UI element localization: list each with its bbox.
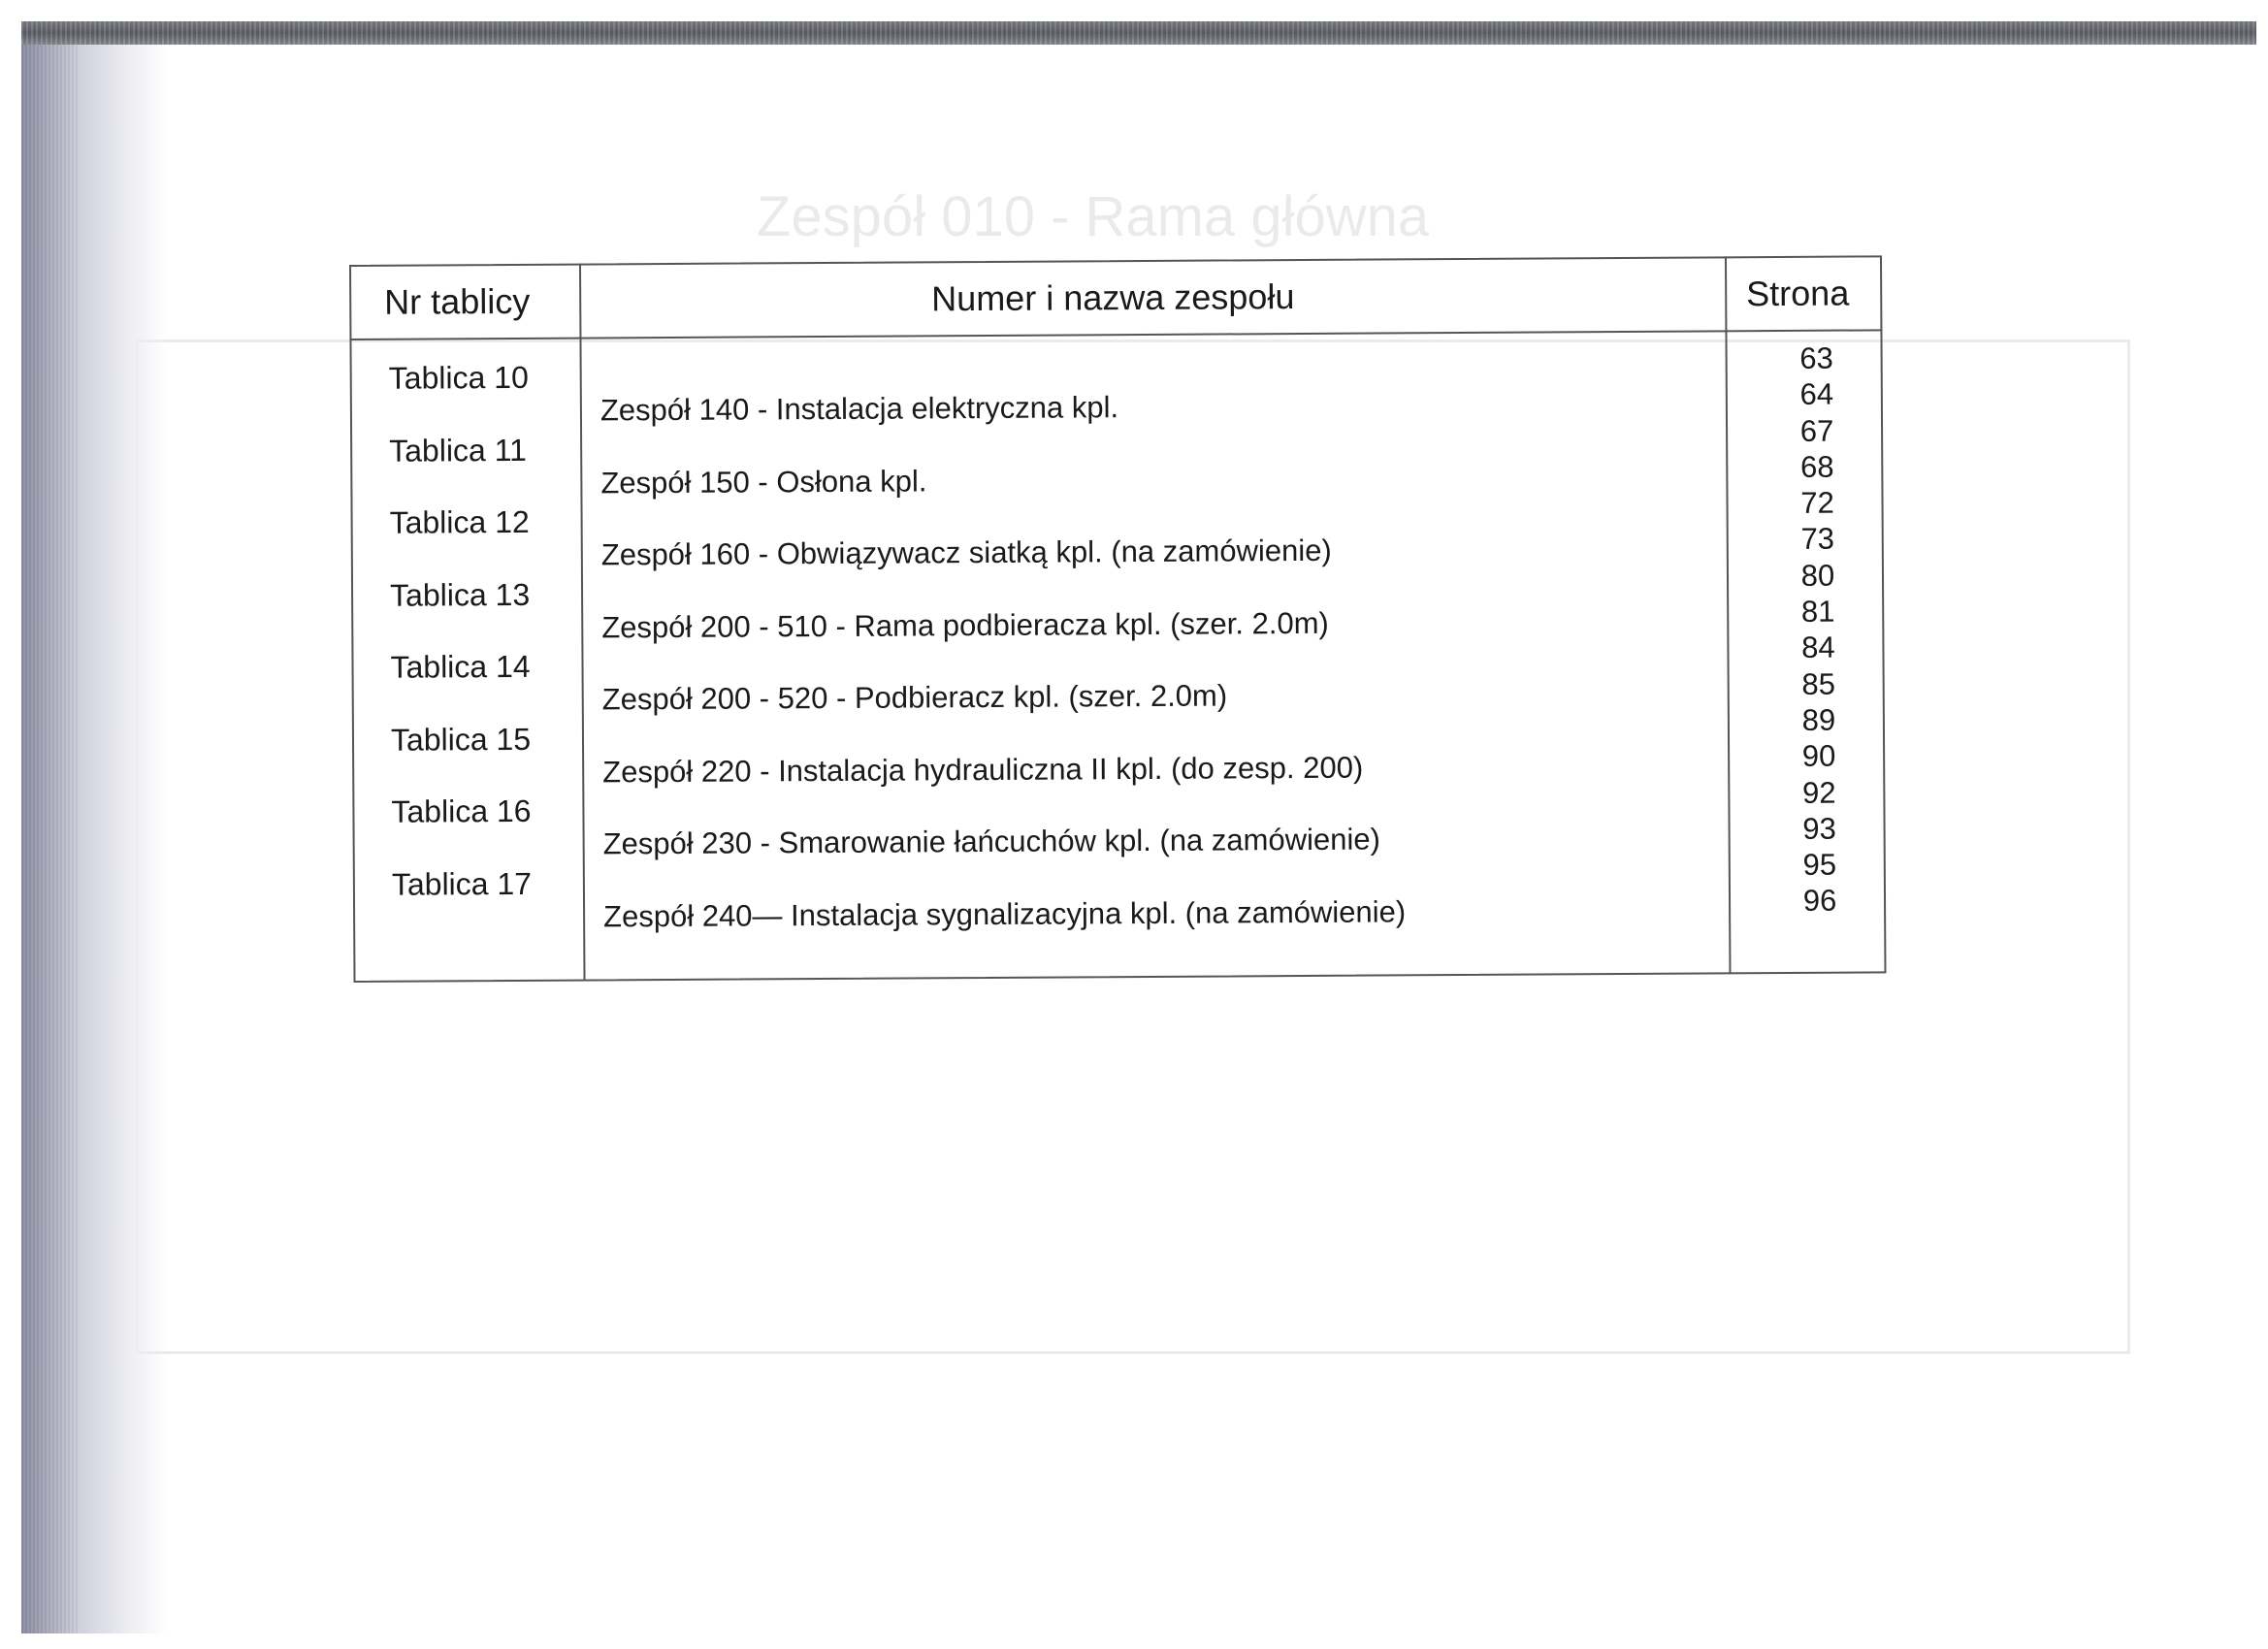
scanner-right-margin — [2256, 21, 2268, 1649]
page-number: 68 — [1799, 449, 1834, 484]
bleed-through-title: Zespół 010 - Rama główna — [757, 185, 1430, 248]
assembly-item: Zespół 150 - Osłona kpl. — [600, 463, 927, 500]
board-item: Tablica 13 — [389, 576, 531, 613]
scanner-left-shadow — [21, 45, 167, 1633]
assembly-item: Zespół 230 - Smarowanie łańcuchów kpl. (na zamówienie) — [602, 822, 1380, 861]
contents-table — [349, 255, 1886, 983]
page-number: 93 — [1802, 811, 1836, 846]
header-page: Strona — [1746, 273, 1850, 314]
page-number: 89 — [1801, 702, 1836, 737]
board-item: Tablica 10 — [388, 359, 529, 396]
assembly-list — [600, 387, 1407, 970]
page-number: 84 — [1801, 630, 1835, 665]
page-number: 72 — [1800, 485, 1834, 521]
board-item: Tablica 16 — [391, 792, 532, 829]
page-number: 63 — [1799, 340, 1833, 375]
page-number: 80 — [1800, 558, 1835, 593]
board-item: Tablica 14 — [390, 648, 531, 685]
page-number-list — [1788, 340, 1850, 920]
board-item: Tablica 17 — [391, 865, 533, 902]
page-number: 85 — [1801, 666, 1836, 701]
board-item: Tablica 11 — [389, 432, 527, 469]
page-number: 96 — [1802, 884, 1837, 919]
scanner-bottom-margin — [21, 1633, 2257, 1649]
page-number: 73 — [1800, 522, 1835, 557]
assembly-item: Zespół 220 - Instalacja hydrauliczna II kpl. (do zesp. 200) — [602, 750, 1364, 789]
page-number: 67 — [1799, 413, 1834, 448]
page-number: 64 — [1799, 376, 1834, 412]
scanner-top-edge — [21, 21, 2257, 45]
page-number: 95 — [1802, 847, 1837, 883]
header-board-number: Nr tablicy — [384, 280, 531, 322]
page-number: 90 — [1801, 738, 1836, 774]
page-number: 92 — [1801, 775, 1836, 810]
assembly-item: Zespół 200 - 510 - Rama podbieracza kpl. (szer. 2.0m) — [601, 605, 1329, 644]
board-list — [389, 359, 533, 938]
assembly-item: Zespół 240— Instalacja sygnalizacyjna kpl. (na zamówienie) — [602, 893, 1407, 933]
assembly-item: Zespół 140 - Instalacja elektryczna kpl. — [599, 390, 1119, 428]
board-item: Tablica 15 — [390, 721, 532, 758]
board-item: Tablica 12 — [389, 503, 530, 540]
assembly-item: Zespół 160 - Obwiązywacz siatką kpl. (na zamówienie) — [600, 533, 1332, 572]
assembly-item: Zespół 200 - 520 - Podbieracz kpl. (szer. 2.0m) — [601, 678, 1228, 717]
page-number: 81 — [1800, 594, 1835, 629]
header-assembly: Numer i nazwa zespołu — [931, 276, 1295, 319]
